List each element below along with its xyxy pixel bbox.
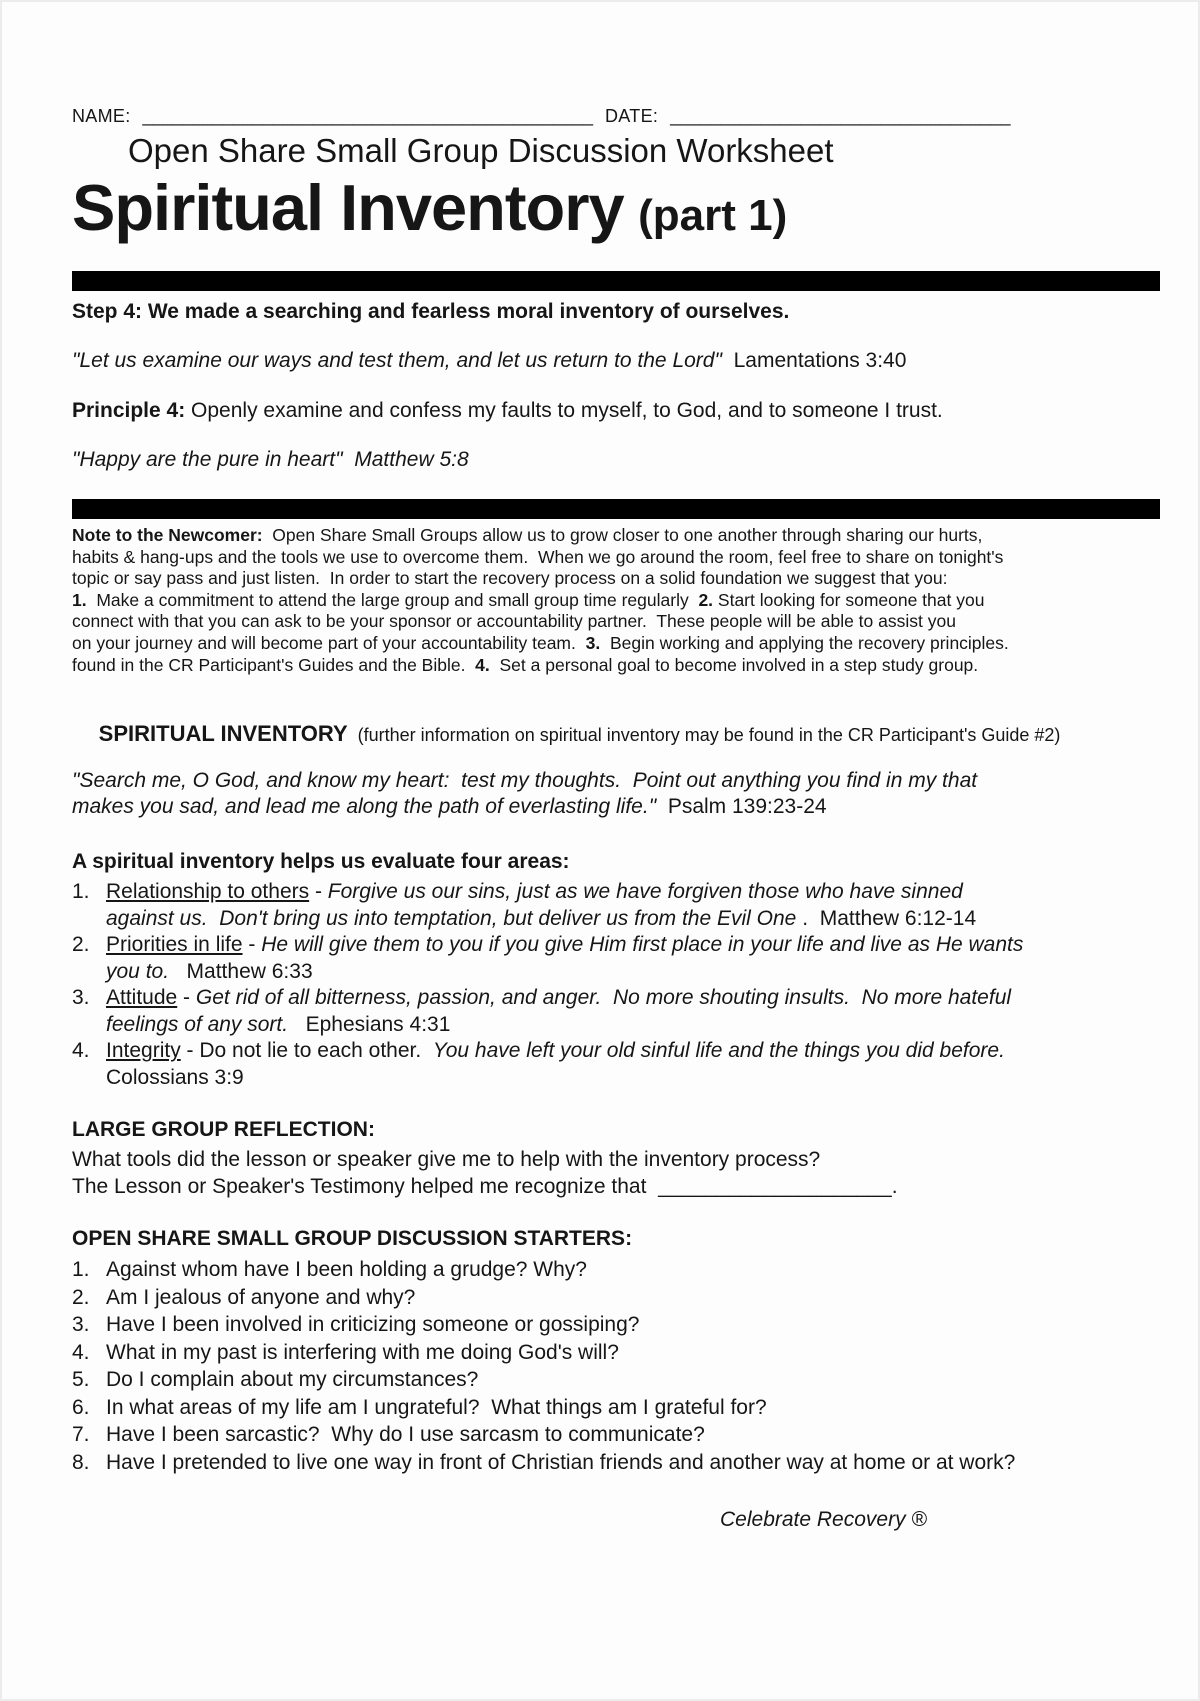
item-body: Have I been sarcastic? Why do I use sarcasm to communicate? [106, 1423, 705, 1447]
list-item [72, 1394, 1072, 1422]
list-item [72, 1038, 1072, 1091]
list-item [72, 1256, 1072, 1284]
newcomer-note [72, 525, 1032, 676]
note-line: found in the CR Participant's Guides and the Bible. 4. Set a personal goal to become involved in a step study group. [72, 654, 979, 675]
note-line: on your journey and will become part of your accountability team. 3. Begin working and applying the recovery principles. [72, 632, 1009, 653]
list-item [72, 879, 1072, 932]
areas-list [72, 879, 1072, 1091]
name-blank-line: _____________________________________________ [142, 106, 593, 126]
name-date-row [72, 106, 1072, 127]
item-number: 5. [72, 1368, 90, 1392]
item-number: 1. [72, 1258, 90, 1282]
item-body: In what areas of my life am I ungrateful? What things am I grateful for? [106, 1395, 767, 1419]
item-number: 4. [72, 1340, 90, 1364]
list-item [72, 932, 1072, 985]
item-body: What in my past is interfering with me doing God's will? [106, 1340, 619, 1364]
list-item [72, 1449, 1072, 1477]
inventory-heading-row [72, 703, 1072, 765]
step-heading: Step 4: We made a searching and fearless moral inventory of ourselves. [72, 300, 790, 323]
inventory-heading: SPIRITUAL INVENTORY [98, 721, 348, 747]
divider-bar-top [72, 271, 1160, 291]
note-line: habits & hang-ups and the tools we use to overcome them. When we go around the room, feel free to share on tonight's [72, 546, 1004, 567]
date-label: DATE: [605, 106, 659, 126]
list-item [72, 1366, 1072, 1394]
list-item [72, 985, 1072, 1038]
item-body: Attitude - Get rid of all bitterness, passion, and anger. No more shouting insults. No more hateful feelings of any sort. Ephesians 4:31 [106, 986, 1012, 1036]
item-number: 8. [72, 1450, 90, 1474]
item-number: 6. [72, 1395, 90, 1419]
scripture-quote-lamentations: "Let us examine our ways and test them, and let us return to the Lord" Lamentations 3:40 [72, 349, 907, 372]
list-item [72, 1311, 1072, 1339]
item-number: 7. [72, 1423, 90, 1447]
item-body: Integrity - Do not lie to each other. You have left your old sinful life and the things you did before. Colossians 3:9 [106, 1039, 1005, 1089]
reflection-heading: LARGE GROUP REFLECTION: [72, 1118, 375, 1142]
item-body: Priorities in life - He will give them to you if you give Him first place in your life and live as He wants you to. Matthew 6:33 [106, 933, 1024, 983]
reflection-lines [72, 1146, 1072, 1200]
reflection-line-1: What tools did the lesson or speaker give me to help with the inventory process? [72, 1148, 821, 1172]
note-line: 1. Make a commitment to attend the large group and small group time regularly 2. Start looking for someone that you [72, 589, 985, 610]
areas-heading: A spiritual inventory helps us evaluate four areas: [72, 850, 570, 874]
name-label: NAME: [72, 106, 131, 126]
reflection-line-2: The Lesson or Speaker's Testimony helped me recognize that ____________________. [72, 1175, 898, 1199]
item-number: 2. [72, 933, 90, 957]
principle-line: Principle 4: Openly examine and confess my faults to myself, to God, and to someone I trust. [72, 399, 943, 422]
page-title: Spiritual Inventory [72, 171, 624, 244]
item-number: 4. [72, 1039, 90, 1063]
item-number: 3. [72, 986, 90, 1010]
scripture-quote-matthew: "Happy are the pure in heart" Matthew 5:8 [72, 448, 469, 471]
item-number: 2. [72, 1285, 90, 1309]
note-line: topic or say pass and just listen. In order to start the recovery process on a solid foundation we suggest that you: [72, 568, 948, 589]
item-number: 1. [72, 880, 90, 904]
inventory-heading-note: (further information on spiritual inventory may be found in the CR Participant's Guide #2) [347, 725, 1061, 746]
list-item [72, 1339, 1072, 1367]
scripture-quote-psalm: "Search me, O God, and know my heart: test my thoughts. Point out anything you find in my that makes you sad, and lead me along the path of everlasting life." Psalm 139:23-24 [72, 769, 978, 819]
note-line: Note to the Newcomer: Open Share Small Groups allow us to grow closer to one another through sharing our hurts, [72, 525, 983, 545]
starters-list [72, 1256, 1072, 1476]
footer-brand: Celebrate Recovery ® [720, 1508, 927, 1532]
item-body: Am I jealous of anyone and why? [106, 1285, 416, 1309]
list-item [72, 1284, 1072, 1312]
starters-heading: OPEN SHARE SMALL GROUP DISCUSSION STARTERS: [72, 1227, 633, 1251]
worksheet-subtitle: Open Share Small Group Discussion Worksheet [128, 132, 834, 169]
divider-bar-middle [72, 499, 1160, 519]
note-line: connect with that you can ask to be your sponsor or accountability partner. These people will be able to assist you [72, 611, 956, 632]
list-item [72, 1421, 1072, 1449]
item-number: 3. [72, 1313, 90, 1337]
page-title-suffix: (part 1) [638, 191, 788, 240]
item-body: Relationship to others - Forgive us our sins, just as we have forgiven those who have sinned against us. Don't bring us into temptation, but deliver us from the Evil One . Matthew 6:12-14 [106, 880, 977, 930]
item-body: Have I pretended to live one way in front of Christian friends and another way at home or at work? [106, 1450, 1016, 1474]
item-body: Have I been involved in criticizing someone or gossiping? [106, 1313, 640, 1337]
date-blank-line: __________________________________ [670, 106, 1011, 126]
item-body: Do I complain about my circumstances? [106, 1368, 479, 1392]
item-body: Against whom have I been holding a grudge? Why? [106, 1258, 587, 1282]
page-title-row [72, 173, 1072, 261]
